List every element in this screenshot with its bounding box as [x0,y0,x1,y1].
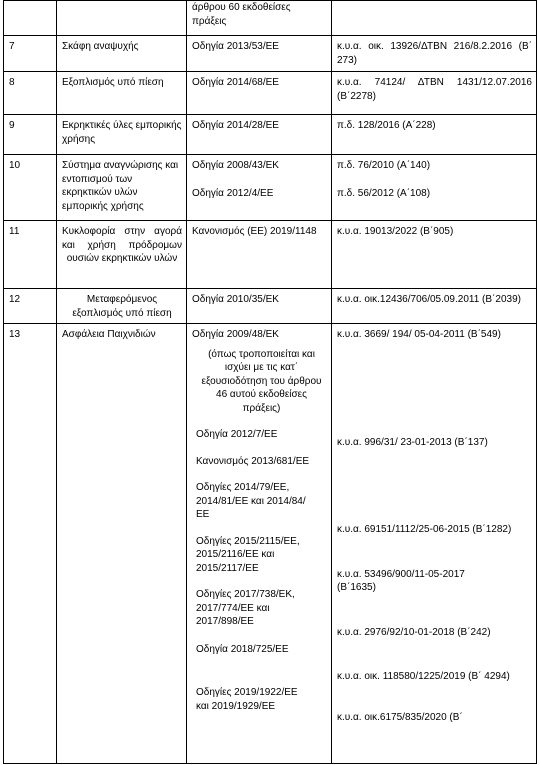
ref-text: π.δ. 76/2010 (Α΄140) [337,160,431,171]
row-act [187,155,332,221]
act-text: Κανονισμός 2013/681/ΕΕ [196,455,310,467]
table-row [4,72,537,115]
row-act [187,324,332,764]
row-ref [332,324,537,764]
row-number: 9 [4,115,57,155]
act-note: (όπως τροποποιείται και ισχύει με τις κατ΄ εξουσιοδότηση του άρθρου 46 αυτού εκδοθείσες πράξεις) [201,348,322,414]
ref-text: κ.υ.α. οικ.6175/835/2020 (Β΄ [337,711,463,723]
row-number: 12 [4,289,57,324]
act-text: Οδηγία 2009/48/ΕΚ [192,329,279,340]
row-subject: Εκρηκτικές ύλες εμπορικής χρήσης [57,115,187,155]
act-text: Οδηγία 2008/43/ΕΚ [192,160,279,171]
row-number: 10 [4,155,57,221]
row-ref: κ.υ.α. 74124/ ΔΤΒΝ 1431/12.07.2016 (Β΄2278) [332,72,537,115]
row-act [187,1,332,36]
act-text: Οδηγίες 2015/2115/ΕΕ, 2015/2116/ΕΕ και 2015/2117/ΕΕ [196,535,300,574]
ref-text: π.δ. 56/2012 (Α΄108) [337,187,431,199]
table-row [4,155,537,221]
row-subject: Σκάφη αναψυχής [57,36,187,72]
act-text: Οδηγίες 2017/738/ΕΚ, 2017/774/ΕΕ και 2017/898/ΕΕ [196,589,295,627]
act-text: Οδηγίες 2014/79/ΕΕ, 2014/81/ΕΕ και 2014/84/ΕΕ [196,482,306,520]
table-row [4,1,537,36]
row-act: Οδηγία 2014/68/ΕΕ [187,72,332,115]
row-ref: κ.υ.α. 19013/2022 (Β΄905) [332,221,537,289]
row-subject: Μεταφερόμενος εξοπλισμός υπό πίεση [57,289,187,324]
row-act: Οδηγία 2014/28/ΕΕ [187,115,332,155]
row-number [4,1,57,36]
row-subject: Εξοπλισμός υπό πίεση [57,72,187,115]
ref-text: κ.υ.α. οικ. 118580/1225/2019 (Β΄ 4294) [337,671,510,682]
row-number: 7 [4,36,57,72]
row-ref: κ.υ.α. οικ. 13926/ΔΤΒΝ 216/8.2.2016 (Β΄ 273) [332,36,537,72]
act-text: Οδηγίες 2019/1922/ΕΕ και 2019/1929/ΕΕ [196,687,298,712]
table-row [4,221,537,289]
row-number: 11 [4,221,57,289]
act-text: άρθρου 60 εκδοθείσες πράξεις [192,2,291,27]
row-number: 13 [4,324,57,764]
ref-text: κ.υ.α. 3669/ 194/ 05-04-2011 (Β΄549) [337,329,501,340]
row-subject: Σύστημα αναγνώρισης και εντοπισμού των εκρηκτικών υλών εμπορικής χρήσης [57,155,187,221]
ref-text: κ.υ.α. 53496/900/11-05-2017 (Β΄1635) [337,568,465,593]
act-text: Οδηγία 2012/4/ΕΕ [192,187,274,199]
act-text: Οδηγία 2012/7/ΕΕ [196,429,278,440]
ref-text: κ.υ.α. 996/31/ 23-01-2013 (Β΄137) [337,436,488,448]
table-row [4,36,537,72]
table-row [4,115,537,155]
row-subject [57,1,187,36]
row-subject: Ασφάλεια Παιχνιδιών [57,324,187,764]
ref-text: κ.υ.α. 69151/1112/25-06-2015 (Β΄1282) [337,524,512,535]
row-ref: κ.υ.α. οικ.12436/706/05.09.2011 (Β΄2039) [332,289,537,324]
row-ref [332,155,537,221]
row-subject: Κυκλοφορία στην αγορά και χρήση πρόδρομων ουσιών εκρηκτικών υλών [57,221,187,289]
row-act: Κανονισμός (ΕΕ) 2019/1148 [187,221,332,289]
table-row [4,324,537,764]
table-row [4,289,537,324]
act-text: Οδηγία 2018/725/ΕΕ [196,643,289,655]
row-act: Οδηγία 2010/35/ΕΚ [187,289,332,324]
ref-text: κ.υ.α. 2976/92/10-01-2018 (Β΄242) [337,626,491,638]
legislation-table [3,0,537,764]
row-number: 8 [4,72,57,115]
row-ref [332,1,537,36]
row-ref: π.δ. 128/2016 (Α΄228) [332,115,537,155]
row-act: Οδηγία 2013/53/ΕΕ [187,36,332,72]
